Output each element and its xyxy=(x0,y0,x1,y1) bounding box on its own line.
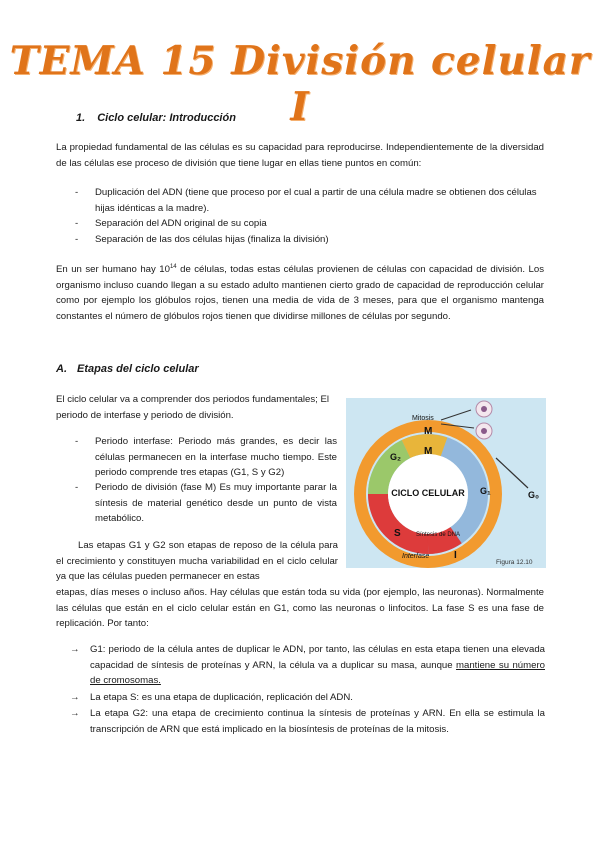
figure-caption: Figura 12.10 xyxy=(496,559,533,566)
bullet-text: Periodo de división (fase M) Es muy importante parar la síntesis de material genético desde un punto de vista metabólico. xyxy=(95,482,337,524)
bullet-text: Separación de las dos células hijas (finaliza la división) xyxy=(95,234,329,245)
bullet-text: Duplicación del ADN (tiene que proceso por el cual a partir de una célula madre se obtienen dos células hijas idénticas a la madre). xyxy=(95,187,537,214)
paragraph-human-cells xyxy=(56,260,544,324)
bullet-text: Periodo interfase: Periodo más grandes, es decir las células permanecen en la interfase mucho tiempo. Este periodo comprende tres etapas (G1, S y G2) xyxy=(95,436,337,478)
section-a-letter: A. xyxy=(56,363,67,375)
paragraph-cycle-intro: El ciclo celular va a comprender dos periodos fundamentales; El periodo de interfase y periodo de división. xyxy=(56,394,330,421)
bullet-item xyxy=(75,185,545,216)
section-1-number: 1. xyxy=(76,112,86,124)
arrow-item xyxy=(70,690,545,706)
para-text-a: En un ser humano hay 10 xyxy=(56,264,170,276)
section-1-heading xyxy=(76,112,236,124)
bullet-dash: - xyxy=(75,482,79,493)
bullet-item xyxy=(75,434,337,481)
label-center: CICLO CELULAR xyxy=(391,488,465,498)
bullet-item xyxy=(75,216,545,232)
bullet-dash: - xyxy=(75,436,79,447)
arrow-glyph: → xyxy=(70,692,80,703)
label-sintesis: Síntesis de DNA xyxy=(416,532,461,538)
para-text-b: de células, todas estas células provienen de células con capacidad de división. Los organismo incluso cuando llegan a su estado adulto mantienen cierto grado de capacidad de reproducción celular como por ejemplo los glóbulos rojos, tienen una media de vida de 3 meses, para que el organismo mantenga constantes el número de glóbulos rojos tienen que dividirse millones de células por segundo. xyxy=(56,264,544,322)
bullet-item xyxy=(75,480,337,527)
paragraph-g1-g2-short: Las etapas G1 y G2 son etapas de reposo de la célula para el crecimiento y constituyen mucha variabilidad en el ciclo celular ya que las células pueden permanecer en estas xyxy=(56,540,338,582)
label-s: S xyxy=(394,528,401,539)
cell-cycle-figure xyxy=(346,398,546,568)
label-g2: G₂ xyxy=(390,452,401,462)
label-i: I xyxy=(454,550,457,561)
section-a-title: Etapas del ciclo celular xyxy=(77,363,199,375)
cell-nucleus xyxy=(481,428,487,434)
bullet-dash: - xyxy=(75,234,79,245)
bullet-dash: - xyxy=(75,187,79,198)
arrow-underlined: mantiene su número de cromosomas. xyxy=(90,659,545,686)
arrow-item xyxy=(70,642,545,689)
bullet-text: Separación del ADN original de su copia xyxy=(95,218,267,229)
arrow-text: La etapa G2: una etapa de crecimiento continua la síntesis de proteínas y ARN. En ella se estimula la transcripción de ARN que está implicado en la biosíntesis de proteínas de la mitosis. xyxy=(90,708,545,735)
section-1-title: Ciclo celular: Introducción xyxy=(97,112,236,124)
label-g0: G₀ xyxy=(528,490,540,500)
bullet-dash: - xyxy=(75,218,79,229)
paragraph-g1-g2-full: etapas, días meses o incluso años. Hay células que están toda su vida (por ejemplo, las neuronas). Normalmente las células que están en el ciclo celular están en G1, como las neuronas o linfocitos. La fase S es una fase de replicación. Por tanto: xyxy=(56,587,544,629)
exponent: 14 xyxy=(169,264,177,270)
arrow-item xyxy=(70,706,545,737)
arrow-text: G1: periodo de la célula antes de duplicar le ADN, por tanto, las células en esta etapa tienen una elevada capacidad de síntesis de proteínas y ARN, la célula va a duplicar su masa, aunque xyxy=(90,644,545,671)
label-g1: G₁ xyxy=(480,486,491,496)
label-m-outer: M xyxy=(424,426,433,437)
paragraph-intro: La propiedad fundamental de las células es su capacidad para reproducirse. Independientemente de la diversidad de las células ese proceso de división que tiene lugar en ellas tiene puntos en común: xyxy=(56,142,544,169)
bullet-item xyxy=(75,232,545,248)
page-title: TEMA 15 División celular I xyxy=(9,38,591,130)
cell-nucleus xyxy=(481,406,487,412)
arrow-text: La etapa S: es una etapa de duplicación, replicación del ADN. xyxy=(90,692,353,703)
label-mitosis: Mitosis xyxy=(412,415,434,422)
label-m-inner: M xyxy=(424,446,433,457)
label-interfase: Interfase xyxy=(402,553,430,560)
arrow-glyph: → xyxy=(70,708,80,719)
arrow-glyph: → xyxy=(70,644,80,655)
cell-cycle-diagram xyxy=(346,398,546,568)
section-a-heading xyxy=(56,363,199,375)
